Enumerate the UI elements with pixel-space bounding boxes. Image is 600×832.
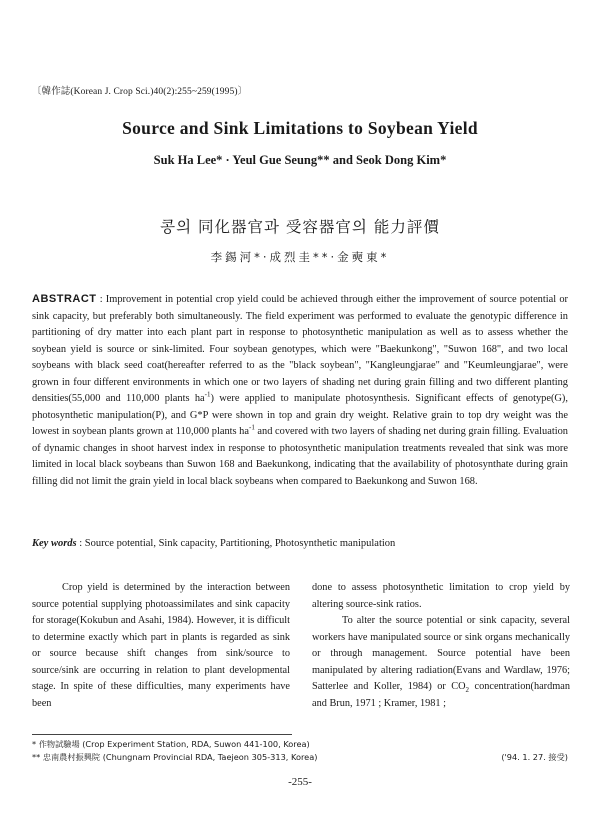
keywords-text: Source potential, Sink capacity, Partitioning, Photosynthetic manipulation: [84, 538, 396, 549]
body-text-b: concentration(hardman and Brun, 1971 ; Kramer, 1981 ;: [312, 681, 570, 709]
abstract-label: ABSTRACT: [32, 293, 97, 305]
footnote-2: ** 忠南農村振興院 (Chungnam Provincial RDA, Taejeon 305-313, Korea): [32, 752, 318, 762]
abstract: ABSTRACT : Improvement in potential crop yield could be achieved through either the improvement of source potential or sink capacity, but preferably both simultaneously. The field experiment was performed to evaluate the genotypic difference in partitioning of dry matter into each plant part in response to photosynthetic manipulation as well as to assess whether the soybean yield is source or sink-limited. Four soybean genotypes, which were "Baekunkong", "Suwon 168", and two local soybeans with black seed coat(hereafter referred to as the "black soybean", "Kangleungjarae" and "Keumleungjarae", were grown in four different environments in which one or two layers of shading net during grain filling and two different planting densities(55,000 and 110,000 plants $ha^{-1}$) were applied to manipulate photosynthesis. Significant effects of genotype(G), photosynthetic manipulation(P), and G*P were shown in top and grain dry weight. Relative grain to top dry weight was the lowest in soybean plants grown at 110,000 plants $ha^{-1}$ and covered with two layers of shading net during grain filling. Evaluation of dynamic changes in shoot harvest index in response to photosynthetic manipulation treatments revealed that sink was more limited in local black soybeans than Suwon 168 and Baekunkong, indicating that the availability of photosynthate during grain filling did not limit the grain yield in local black soybeans when compared to Baekunkong and Suwon 168.: [32, 293, 568, 488]
body-paragraph-2: [312, 613, 570, 712]
paper-title-korean: 콩의 同化器官과 受容器官의 能力評價: [160, 218, 440, 236]
page-number: -255-: [288, 776, 312, 788]
abstract-sup-1: -1: [204, 390, 211, 399]
keywords: Key words : Source potential, Sink capacity, Partitioning, Photosynthetic manipulation: [32, 538, 396, 549]
abstract-text-1: Improvement in potential crop yield could be achieved through either the improvement of source potential or sink capacity, but preferably both simultaneously. The field experiment was performed to evaluate the genotypic difference in partitioning of dry matter into each plant part in response to photosynthetic manipulation as well as to assess whether the soybean yield is source or sink-limited. Four soybean genotypes, which were "Baekunkong", "Suwon 168", and two local soybeans with black seed coat(hereafter referred to as the "black soybean", "Kangleungjarae" and "Keumleungjarae", were grown in four different environments in which one or two layers of shading net during grain filling and two different planting densities(55,000 and 110,000 plants ha: [32, 294, 568, 405]
body-paragraph: Crop yield is determined by the interaction between source potential supplying photoassimilates and sink capacity for storage(Kokubun and Asahi, 1984). However, it is difficult to determine exactly which part in plants is regarded as sink or source because shift changes from sink/source to source/sink are occurring in relation to plant developmental stage. In spite of these difficulties, many experiments have been: [32, 582, 290, 709]
co2-subscript: 2: [465, 686, 470, 695]
abstract-sup-2: -1: [248, 423, 255, 432]
received-date: ('94. 1. 27. 接受): [501, 752, 568, 762]
footnote-divider: [32, 734, 292, 735]
body-text-a: To alter the source potential or sink capacity, several workers have manipulated source or sink organs mechanically or through management. Source potential have been manipulated by altering radiation(Evans and Wardlaw, 1976; Satterlee and Koller, 1984) or CO: [312, 615, 570, 693]
abstract-text-3: and covered with two layers of shading net during grain filling. Evaluation of dynamic changes in shoot harvest index in response to photosynthetic manipulation treatments revealed that sink was more limited in local black soybeans than Suwon 168 and Baekunkong, indicating that the availability of photosynthate during grain filling did not limit the grain yield in local black soybeans when compared to Baekunkong and Suwon 168.: [32, 426, 568, 488]
body-column-right: [312, 580, 570, 712]
journal-reference: 〔韓作誌(Korean J. Crop Sci.)40(2):255~259(1995)〕: [32, 87, 248, 97]
keywords-label: Key words: [32, 538, 77, 549]
paper-authors: Suk Ha Lee* · Yeul Gue Seung** and Seok Dong Kim*: [153, 153, 447, 167]
body-paragraph: done to assess photosynthetic limitation to crop yield by altering source-sink ratios.: [312, 582, 570, 610]
abstract-text-2: ) were applied to manipulate photosynthesis. Significant effects of genotype(G), photosynthetic manipulation(P), and G*P were shown in top and grain dry weight. Relative grain to top dry weight was the lowest in soybean plants grown at 110,000 plants ha: [32, 393, 568, 438]
paper-authors-korean: 李錫河*·成烈圭**·金奭東*: [210, 250, 390, 264]
footnote-1: * 作物試驗場 (Crop Experiment Station, RDA, Suwon 441-100, Korea): [32, 739, 310, 749]
paper-title: Source and Sink Limitations to Soybean Yield: [122, 118, 478, 138]
body-column-left: [32, 580, 290, 712]
